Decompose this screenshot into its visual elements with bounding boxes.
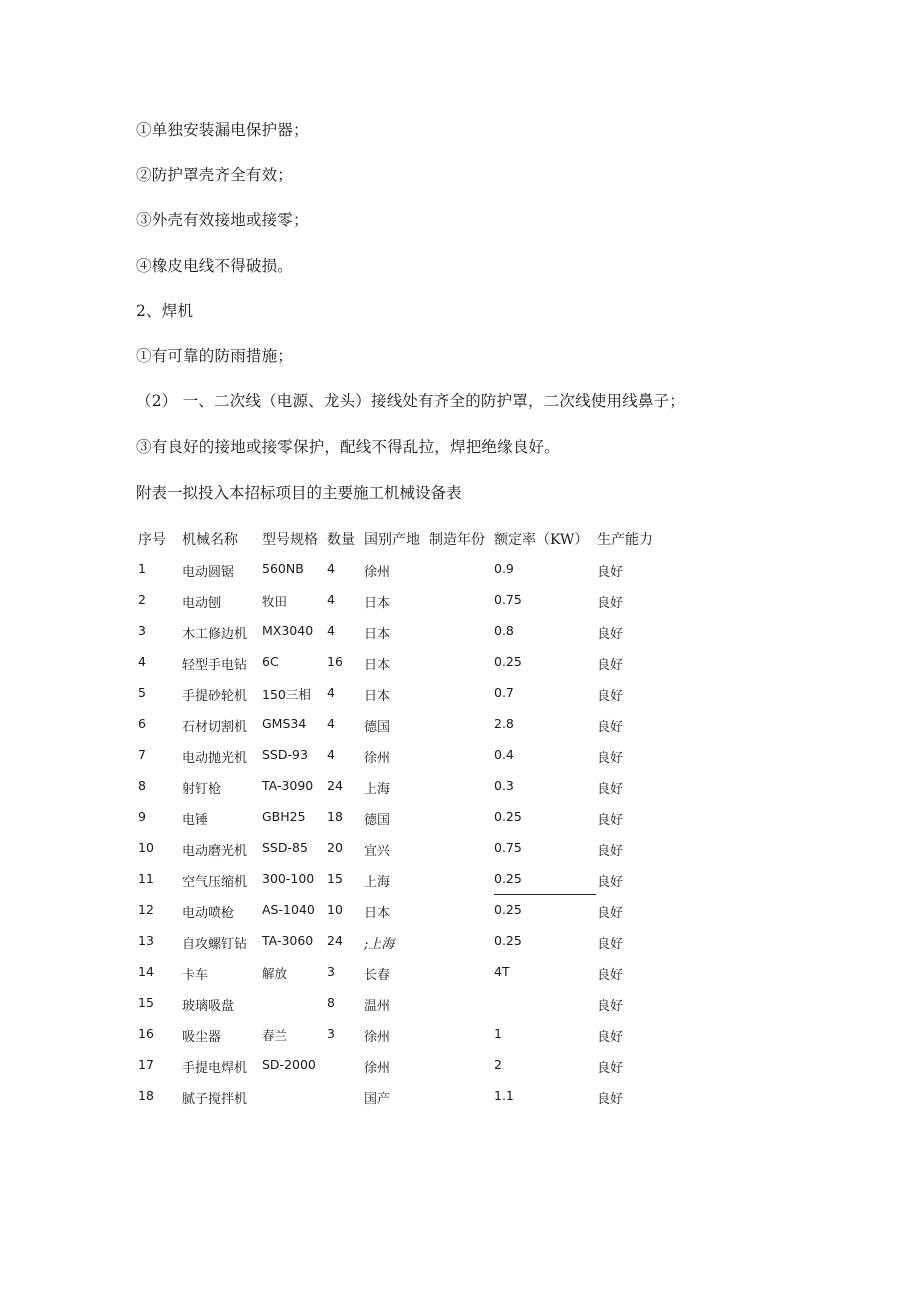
table-cell: 9 (138, 809, 146, 824)
table-cell: 手提电焊机 (182, 1061, 248, 1076)
table-cell: 德国 (364, 813, 391, 828)
header-cell: 国别产地 (364, 532, 420, 548)
table-row (0, 871, 920, 902)
table-cell: TA-3060 (262, 933, 314, 948)
table-cell: 电动喷枪 (182, 906, 235, 921)
table-cell: 徐州 (364, 1061, 391, 1076)
table-cell: 11 (138, 871, 154, 886)
table-cell: 轻型手电钻 (182, 658, 248, 673)
table-cell: 日本 (364, 689, 391, 704)
table-cell: 0.25 (494, 902, 522, 917)
table-cell: 17 (138, 1057, 154, 1072)
table-cell: 4 (327, 716, 335, 731)
table-cell: 良好 (597, 968, 624, 983)
table-cell: 良好 (597, 658, 624, 673)
header-cell: 制造年份 (429, 532, 485, 548)
section-heading-welder: 2、焊机 (136, 302, 194, 320)
table-cell: 4 (327, 685, 335, 700)
table-cell: 16 (138, 1026, 154, 1041)
table-cell: 5 (138, 685, 146, 700)
table-cell: 徐州 (364, 751, 391, 766)
clause-casing-grounding: ③外壳有效接地或接零； (136, 211, 309, 229)
table-cell: 15 (138, 995, 154, 1010)
table-row (0, 561, 920, 592)
table-cell: 16 (327, 654, 343, 669)
table-cell: 良好 (597, 844, 624, 859)
table-cell: 1 (138, 561, 146, 576)
table-cell: 2 (494, 1057, 502, 1072)
header-cell: 生产能力 (597, 532, 653, 548)
table-cell: 0.3 (494, 778, 514, 793)
table-cell: 2 (138, 592, 146, 607)
table-cell: 24 (327, 778, 343, 793)
table-row (0, 964, 920, 995)
header-cell: 序号 (138, 532, 166, 548)
table-cell: 18 (138, 1088, 154, 1103)
table-cell: 空气压缩机 (182, 875, 248, 890)
table-cell: SD-2000 (262, 1057, 316, 1072)
table-cell: 射钉枪 (182, 782, 222, 797)
table-cell: 良好 (597, 906, 624, 921)
table-cell: 0.9 (494, 561, 514, 576)
table-cell: GMS34 (262, 716, 307, 731)
table-row (0, 716, 920, 747)
table-cell: 10 (138, 840, 154, 855)
table-cell: 13 (138, 933, 154, 948)
table-cell: 吸尘器 (182, 1030, 222, 1045)
table-cell: MX3040 (262, 623, 314, 638)
table-cell: 电动抛光机 (182, 751, 248, 766)
table-cell: 300-100 (262, 871, 315, 886)
table-cell: 宜兴 (364, 844, 391, 859)
table-cell: 0.75 (494, 592, 522, 607)
table-cell: 良好 (597, 1030, 624, 1045)
table-row (0, 1057, 920, 1088)
table-cell: 4 (327, 623, 335, 638)
clause-rubber-wire: ④橡皮电线不得破损。 (136, 257, 294, 275)
table-cell: 良好 (597, 689, 624, 704)
table-cell: 解放 (262, 966, 288, 981)
table-cell: 20 (327, 840, 343, 855)
clause-grounding-protection: ③有良好的接地或接零保护，配线不得乱拉，焊把绝缘良好。 (136, 438, 560, 456)
table-row (0, 809, 920, 840)
clause-leakage-protector: ①单独安装漏电保护器； (136, 121, 309, 139)
table-cell: 1.1 (494, 1088, 514, 1103)
table-cell: 腻子搅拌机 (182, 1092, 248, 1107)
table-cell: 560NB (262, 561, 304, 576)
table-cell: 自攻螺钉钻 (182, 937, 248, 952)
table-header-row (0, 529, 920, 560)
table-cell: 1 (494, 1026, 502, 1041)
table-cell: 长春 (364, 968, 391, 983)
table-cell: 良好 (597, 813, 624, 828)
clause-guard-cover: ②防护罩壳齐全有效； (136, 166, 294, 184)
table-cell: 0.7 (494, 685, 514, 700)
table-cell: 18 (327, 809, 343, 824)
table-row (0, 840, 920, 871)
table-cell: 0.25 (494, 871, 522, 886)
header-cell: 额定率（KW） (494, 532, 589, 548)
clause-secondary-wiring: （2） 一、二次线（电源、龙头）接线处有齐全的防护罩，二次线使用线鼻子； (136, 392, 685, 410)
table-cell: 3 (327, 1026, 335, 1041)
table-row (0, 1026, 920, 1057)
table-cell: GBH25 (262, 809, 306, 824)
table-cell: 良好 (597, 720, 624, 735)
header-cell: 数量 (327, 532, 355, 548)
table-cell: 4T (494, 964, 510, 979)
table-cell: 日本 (364, 658, 391, 673)
table-cell: 3 (138, 623, 146, 638)
table-row (0, 902, 920, 933)
table-cell: 15 (327, 871, 343, 886)
table-cell: 良好 (597, 999, 624, 1014)
table-cell: 7 (138, 747, 146, 762)
table-row (0, 933, 920, 964)
table-cell: 良好 (597, 782, 624, 797)
table-cell: 8 (327, 995, 335, 1010)
table-cell: 上海 (364, 782, 391, 797)
table-cell: 0.75 (494, 840, 522, 855)
table-row (0, 685, 920, 716)
table-cell: 0.4 (494, 747, 514, 762)
table-cell: 0.8 (494, 623, 514, 638)
table-cell: 良好 (597, 1092, 624, 1107)
table-cell: 手提砂轮机 (182, 689, 248, 704)
table-cell: 国产 (364, 1092, 391, 1107)
table-cell: 0.25 (494, 809, 522, 824)
table-cell: AS-1040 (262, 902, 315, 917)
table-cell: 电动圆锯 (182, 565, 235, 580)
table-cell: 牧田 (262, 594, 288, 609)
table-cell: 德国 (364, 720, 391, 735)
table-cell: 6C (262, 654, 279, 669)
table-cell: 4 (327, 561, 335, 576)
table-cell: 4 (138, 654, 146, 669)
table-cell: 日本 (364, 596, 391, 611)
underline-rule (494, 894, 596, 895)
table-cell: 4 (327, 747, 335, 762)
table-cell: 0.25 (494, 933, 522, 948)
table-cell: 日本 (364, 906, 391, 921)
table-cell: 14 (138, 964, 154, 979)
table-cell: 良好 (597, 751, 624, 766)
table-cell: 4 (327, 592, 335, 607)
table-cell: 徐州 (364, 1030, 391, 1045)
table-cell: 良好 (597, 1061, 624, 1076)
table-cell: ;上海 (364, 937, 395, 952)
table-cell: 良好 (597, 596, 624, 611)
table-row (0, 778, 920, 809)
table-cell: 12 (138, 902, 154, 917)
clause-rain-protection: ①有可靠的防雨措施； (136, 347, 294, 365)
table-cell: SSD-85 (262, 840, 308, 855)
table-cell: 0.25 (494, 654, 522, 669)
table-cell: 徐州 (364, 565, 391, 580)
table-title: 附表一拟投入本招标项目的主要施工机械设备表 (136, 484, 462, 502)
header-cell: 机械名称 (182, 532, 238, 548)
table-row (0, 592, 920, 623)
table-row (0, 1088, 920, 1119)
table-cell: 10 (327, 902, 343, 917)
table-cell: 8 (138, 778, 146, 793)
table-cell: 良好 (597, 565, 624, 580)
table-cell: 石材切割机 (182, 720, 248, 735)
table-cell: 电动磨光机 (182, 844, 248, 859)
table-cell: 2.8 (494, 716, 514, 731)
table-cell: 24 (327, 933, 343, 948)
table-row (0, 623, 920, 654)
table-row (0, 995, 920, 1026)
table-cell: 电锤 (182, 813, 209, 828)
table-row (0, 747, 920, 778)
table-cell: 上海 (364, 875, 391, 890)
table-cell: 良好 (597, 937, 624, 952)
table-cell: 良好 (597, 875, 624, 890)
table-cell: 卡车 (182, 968, 209, 983)
table-row (0, 654, 920, 685)
table-cell: 电动刨 (182, 596, 222, 611)
table-cell: 木工修边机 (182, 627, 248, 642)
table-cell: 150三相 (262, 687, 311, 702)
table-cell: TA-3090 (262, 778, 314, 793)
table-cell: 日本 (364, 627, 391, 642)
table-cell: 良好 (597, 627, 624, 642)
table-cell: 春兰 (262, 1028, 288, 1043)
header-cell: 型号规格 (262, 532, 318, 548)
table-cell: 6 (138, 716, 146, 731)
table-cell: SSD-93 (262, 747, 308, 762)
table-cell: 玻璃吸盘 (182, 999, 235, 1014)
table-cell: 3 (327, 964, 335, 979)
table-cell: 温州 (364, 999, 391, 1014)
